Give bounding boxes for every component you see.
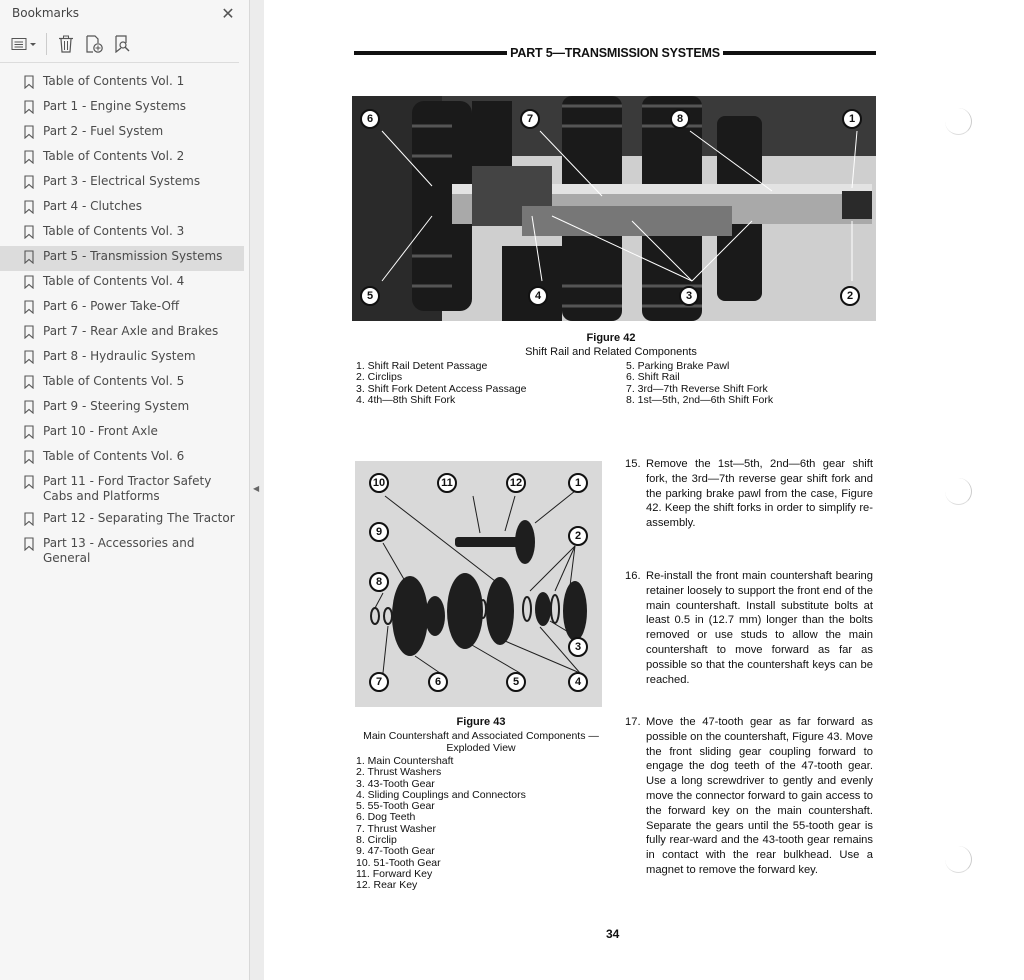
- figure-43-subtitle: Main Countershaft and Associated Components —: [363, 730, 599, 742]
- figure-42-callout: 3: [679, 286, 699, 306]
- page-number: 34: [606, 927, 620, 941]
- bookmark-item[interactable]: [0, 396, 244, 421]
- legend-entry: 5. Parking Brake Pawl: [626, 360, 730, 372]
- bookmark-label: Table of Contents Vol. 4: [43, 274, 185, 288]
- bookmark-label: Table of Contents Vol. 5: [43, 374, 185, 388]
- bookmark-item[interactable]: [0, 296, 244, 321]
- figure-43-callout: 11: [437, 473, 457, 493]
- bookmark-label: Table of Contents Vol. 2: [43, 149, 185, 163]
- figure-43-callout: 5: [506, 672, 526, 692]
- figure-43-callout: 6: [428, 672, 448, 692]
- bookmark-label: Part 2 - Fuel System: [43, 124, 164, 138]
- part-title: PART 5—TRANSMISSION SYSTEMS: [510, 46, 720, 60]
- bookmark-icon: [24, 475, 34, 489]
- figure-42-title: Figure 42: [586, 332, 636, 344]
- step-text: Remove the 1st—5th, 2nd—6th gear shift fork, the 3rd—7th reverse gear shift fork and the parking brake pawl from the case, Figure 42. Keep the shift forks in order to simplify re-assembly.: [646, 458, 873, 530]
- bookmark-label: Part 5 - Transmission Systems: [43, 249, 223, 263]
- bookmark-icon: [24, 275, 34, 289]
- close-icon[interactable]: ✕: [221, 3, 235, 23]
- part-header: [354, 45, 876, 61]
- figure-43-callout: 3: [568, 637, 588, 657]
- legend-entry: 1. Main Countershaft: [356, 755, 454, 767]
- bookmark-icon: [24, 325, 34, 339]
- legend-entry: 6. Dog Teeth: [356, 811, 416, 824]
- figure-43-callout: 7: [369, 672, 389, 692]
- bookmark-item[interactable]: [0, 533, 244, 570]
- bookmark-label: Part 8 - Hydraulic System: [43, 349, 196, 363]
- figure-42-subtitle: Shift Rail and Related Components: [525, 346, 697, 358]
- punch-hole-mark: [945, 846, 972, 873]
- bookmark-label: Part 12 - Separating The Tractor: [43, 511, 235, 525]
- figure-43-callout: 2: [568, 526, 588, 546]
- header-rule-right: [723, 51, 876, 55]
- step-text: Re-install the front main countershaft bearing retainer loosely to support the front end of the main countershaft. Install substitute bolts at least 0.5 in (12.7 mm) longer than the bolts removed or use studs to allow the main countershaft to move forward as far as possible so that the countershaft keys can be reached.: [646, 570, 873, 686]
- bookmark-icon: [24, 100, 34, 114]
- bookmarks-panel: [0, 0, 250, 980]
- bookmark-icon: [24, 400, 34, 414]
- bookmark-icon: [24, 250, 34, 264]
- bookmark-item[interactable]: [0, 196, 244, 221]
- list-options-icon[interactable]: [10, 33, 38, 55]
- trash-icon[interactable]: [55, 33, 77, 55]
- figure-42-callout: 4: [528, 286, 548, 306]
- figure-42-callout: 7: [520, 109, 540, 129]
- bookmarks-toolbar: [0, 26, 239, 63]
- step-text: Move the 47-tooth gear as far forward as possible on the countershaft, Figure 43. Move the front sliding gear coupling forward to engage the dog teeth of the 47-tooth gear. Use a long screwdriver to gently and evenly move the connector forward to gain access to the forward key on the main countershaft. Separate the gears until the 55-tooth gear is fully rear-ward and the 43-tooth gear remains in contact with the rear bulkhead. Use a magnet to remove the forward key.: [646, 716, 873, 876]
- step-17: [625, 715, 873, 878]
- step-16: [625, 569, 873, 687]
- legend-entry: 8. 1st—5th, 2nd—6th Shift Fork: [626, 393, 774, 406]
- figure-43-photo: [355, 461, 602, 707]
- bookmark-icon: [24, 175, 34, 189]
- step-number: 17.: [625, 716, 641, 728]
- bookmark-icon: [24, 350, 34, 364]
- bookmark-icon: [24, 450, 34, 464]
- legend-entry: 5. 55-Tooth Gear: [356, 800, 435, 813]
- step-15: [625, 457, 873, 531]
- figure-43-title: Figure 43: [456, 716, 506, 728]
- bookmark-icon: [24, 425, 34, 439]
- legend-entry: 8. Circlip: [356, 834, 397, 847]
- bookmark-label: Part 7 - Rear Axle and Brakes: [43, 324, 219, 338]
- figure-43-legend: [356, 756, 526, 892]
- bookmark-label: Part 9 - Steering System: [43, 399, 190, 413]
- bookmark-item[interactable]: [0, 221, 244, 246]
- find-bookmark-icon[interactable]: [111, 33, 133, 55]
- figure-42-callout: 6: [360, 109, 380, 129]
- step-number: 16.: [625, 570, 641, 582]
- legend-entry: 10. 51-Tooth Gear: [356, 856, 441, 869]
- bookmark-icon: [24, 375, 34, 389]
- bookmark-label: Part 1 - Engine Systems: [43, 99, 187, 113]
- legend-entry: 12. Rear Key: [356, 879, 418, 892]
- step-number: 15.: [625, 458, 641, 470]
- bookmark-item[interactable]: [0, 121, 244, 146]
- bookmark-item[interactable]: [0, 471, 244, 508]
- toolbar-separator: [46, 33, 47, 55]
- figure-43-illustration: [355, 461, 602, 707]
- legend-entry: 7. Thrust Washer: [356, 822, 436, 835]
- bookmark-label: Table of Contents Vol. 6: [43, 449, 185, 463]
- figure-42-callout: 5: [360, 286, 380, 306]
- bookmark-item[interactable]: [0, 508, 244, 533]
- bookmarks-header: [0, 0, 249, 26]
- legend-entry: 4. Sliding Couplings and Connectors: [356, 788, 526, 801]
- figure-42-callout: 1: [842, 109, 862, 129]
- figure-42-legend-right: [626, 361, 773, 406]
- figure-43-callout: 1: [568, 473, 588, 493]
- header-rule-left: [354, 51, 507, 55]
- bookmark-label: Part 4 - Clutches: [43, 199, 142, 213]
- figure-43-subtitle-2: Exploded View: [446, 742, 516, 754]
- bookmark-item[interactable]: [0, 446, 244, 471]
- bookmarks-title: Bookmarks: [12, 6, 80, 20]
- figure-43-callout: 12: [506, 473, 526, 493]
- legend-entry: 1. Shift Rail Detent Passage: [356, 360, 488, 372]
- bookmark-icon: [24, 512, 34, 526]
- bookmark-icon: [24, 125, 34, 139]
- collapse-panel-icon[interactable]: ◀: [253, 484, 260, 493]
- figure-43-callout: 9: [369, 522, 389, 542]
- legend-entry: 4. 4th—8th Shift Fork: [356, 393, 456, 406]
- bookmark-item[interactable]: [0, 271, 244, 296]
- figure-42-legend-left: [356, 361, 526, 406]
- bookmark-icon: [24, 200, 34, 214]
- punch-hole-mark: [945, 478, 972, 505]
- legend-entry: 3. 43-Tooth Gear: [356, 777, 435, 790]
- bookmark-item[interactable]: [0, 421, 244, 446]
- bookmark-label: Part 3 - Electrical Systems: [43, 174, 201, 188]
- figure-43-callout: 10: [369, 473, 389, 493]
- bookmark-list: [0, 63, 249, 570]
- add-bookmark-icon[interactable]: [83, 33, 105, 55]
- legend-entry: 9. 47-Tooth Gear: [356, 845, 435, 858]
- bookmark-label: Table of Contents Vol. 3: [43, 224, 185, 238]
- bookmark-item[interactable]: [0, 346, 244, 371]
- figure-43-callout: 8: [369, 572, 389, 592]
- figure-42-callout: 8: [670, 109, 690, 129]
- bookmark-icon: [24, 537, 34, 551]
- figure-43-callout: 4: [568, 672, 588, 692]
- bookmark-item[interactable]: [0, 71, 244, 96]
- bookmark-item[interactable]: [0, 96, 244, 121]
- bookmark-item[interactable]: [0, 321, 244, 346]
- bookmark-icon: [24, 150, 34, 164]
- bookmark-label: Part 6 - Power Take-Off: [43, 299, 180, 313]
- bookmark-item[interactable]: [0, 171, 244, 196]
- legend-entry: 3. Shift Fork Detent Access Passage: [356, 382, 527, 395]
- bookmark-icon: [24, 225, 34, 239]
- bookmark-item[interactable]: [0, 371, 244, 396]
- bookmark-label: Part 10 - Front Axle: [43, 424, 158, 438]
- figure-42-illustration: [352, 96, 876, 321]
- figure-42-callout: 2: [840, 286, 860, 306]
- legend-entry: 2. Thrust Washers: [356, 766, 442, 779]
- punch-hole-mark: [945, 108, 972, 135]
- bookmark-label: Part 13 - Accessories and General: [43, 536, 195, 565]
- legend-entry: 6. Shift Rail: [626, 371, 680, 384]
- bookmark-item[interactable]: [0, 246, 244, 271]
- pdf-page: [264, 0, 1024, 980]
- legend-entry: 2. Circlips: [356, 371, 403, 384]
- bookmark-label: Part 11 - Ford Tractor Safety Cabs and Platforms: [43, 474, 212, 503]
- legend-entry: 7. 3rd—7th Reverse Shift Fork: [626, 382, 768, 395]
- legend-entry: 11. Forward Key: [356, 867, 433, 880]
- bookmark-label: Table of Contents Vol. 1: [43, 74, 185, 88]
- bookmark-item[interactable]: [0, 146, 244, 171]
- figure-42-photo: [352, 96, 876, 321]
- bookmark-icon: [24, 300, 34, 314]
- bookmark-icon: [24, 75, 34, 89]
